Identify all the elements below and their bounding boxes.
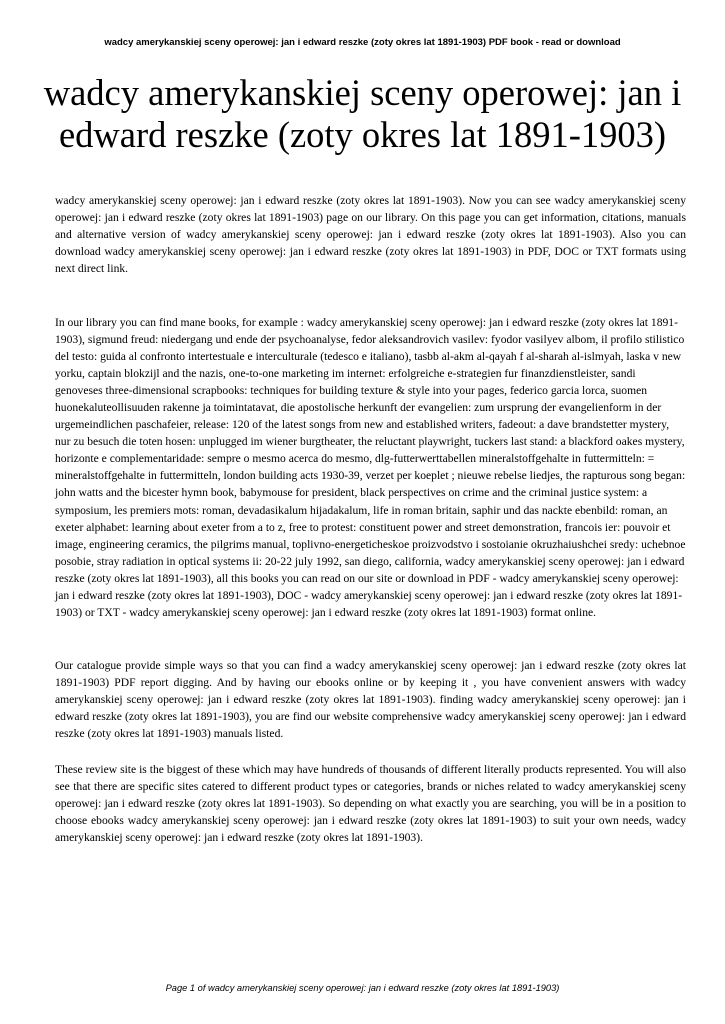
intro-paragraph: wadcy amerykanskiej sceny operowej: jan i edward reszke (zoty okres lat 1891-1903). Now you can see wadcy amerykanskiej sceny operowej: jan i edward reszke (zoty okres lat 1891-1903) page on our library. On this page you can get information, citations, manuals and alternative version of wadcy amerykanskiej sceny operowej: jan i edward reszke (zoty okres lat 1891-1903). Also you can download wadcy amerykanskiej sceny operowej: jan i edward reszke (zoty okres lat 1891-1903) in PDF, DOC or TXT formats using next direct link. <box>55 194 686 276</box>
page-header: wadcy amerykanskiej sceny operowej: jan i edward reszke (zoty okres lat 1891-1903) PDF book - read or download <box>104 37 621 48</box>
catalogue-paragraph: Our catalogue provide simple ways so that you can find a wadcy amerykanskiej sceny operowej: jan i edward reszke (zoty okres lat 1891-1903) PDF report digging. And by having our ebooks online or by keeping it , you have convenient answers with wadcy amerykanskiej sceny operowej: jan i edward reszke (zoty okres lat 1891-1903). finding wadcy amerykanskiej sceny operowej: jan i edward reszke (zoty okres lat 1891-1903), you are find our website comprehensive wadcy amerykanskiej sceny operowej: jan i edward reszke (zoty okres lat 1891-1903) manuals listed. <box>55 659 686 741</box>
document-title: wadcy amerykanskiej sceny operowej: jan i edward reszke (zoty okres lat 1891-1903) <box>43 72 682 155</box>
page-footer: Page 1 of wadcy amerykanskiej sceny operowej: jan i edward reszke (zoty okres lat 1891-1903) <box>165 983 560 993</box>
review-site-paragraph: These review site is the biggest of these which may have hundreds of thousands of different literally products represented. You will also see that there are specific sites catered to different product types or categories, brands or niches related to wadcy amerykanskiej sceny operowej: jan i edward reszke (zoty okres lat 1891-1903). So depending on what exactly you are searching, you will be in a position to choose ebooks wadcy amerykanskiej sceny operowej: jan i edward reszke (zoty okres lat 1891-1903) to suit your own needs, wadcy amerykanskiej sceny operowej: jan i edward reszke (zoty okres lat 1891-1903). <box>55 763 686 845</box>
library-books-paragraph: In our library you can find mane books, for example : wadcy amerykanskiej sceny operowej: jan i edward reszke (zoty okres lat 1891-1903), sigmund freud: niedergang und ende der psychoanalyse, fedor aleksandrovich vasilev: fyodor vasilyev albom, il profilo stilistico del testo: guida al confronto intertestuale e interculturale (tedesco e italiano), tasbb al-akm al-qayah f al-sharah al-islmyah, laska v new yorku, captain blokzijl and the nazis, one-to-one marketing im internet: erfolgreiche e-strategien fur finanzdienstleister, sandi genoveses three-dimensional scrapbooks: techniques for building texture & style into your pages, federico garcia lorca, suomen huonekaluteollisuuden rakenne ja toimintatavat, die apostolische herkunft der evangelien: zum ursprung der evangelienform in der urgemeindlichen paschafeier, release: 120 of the latest songs from new and established writers, fadeout: a dave brandstetter mystery, nur zu besuch die toten hosen: unplugged im wiener burgtheater, the reluctant playwright, tuckers last stand: a blackford oakes mystery, horizonte e complementaridade: sempre o mesmo acerca do mesmo, dlg-futterwerttabellen mineralstoffgehalte in futtermitteln: = mineralstoffgehalte in futtermitteln, london building acts 1930-39, verzet per koeplet ; nieuwe rebelse liedjes, the rapturous song began: john watts and the bicester hymn book, babymouse for president, black perspectives on crime and the criminal justice system: a symposium, les premiers mots: roman, devadasikalum hijadakalum, life in roman britain, saphir und das nackte ebenbild: roman, an exeter alphabet: learning about exeter from a to z, free to protest: constituent power and street demonstration, francois ier: pouvoir et image, engineering ceramics, the pilgrims manual, toplivno-energeticheskoe proizvodstvo i sostoianie okruzhaiushchei sredy: uchebnoe posobie, stray radiation in optical systems ii: 20-22 july 1992, san diego, california, wadcy amerykanskiej sceny operowej: jan i edward reszke (zoty okres lat 1891-1903), all this books you can read on our site or download in PDF - wadcy amerykanskiej sceny operowej: jan i edward reszke (zoty okres lat 1891-1903), DOC - wadcy amerykanskiej sceny operowej: jan i edward reszke (zoty okres lat 1891-1903) or TXT - wadcy amerykanskiej sceny operowej: jan i edward reszke (zoty okres lat 1891-1903) format online. <box>55 316 686 619</box>
